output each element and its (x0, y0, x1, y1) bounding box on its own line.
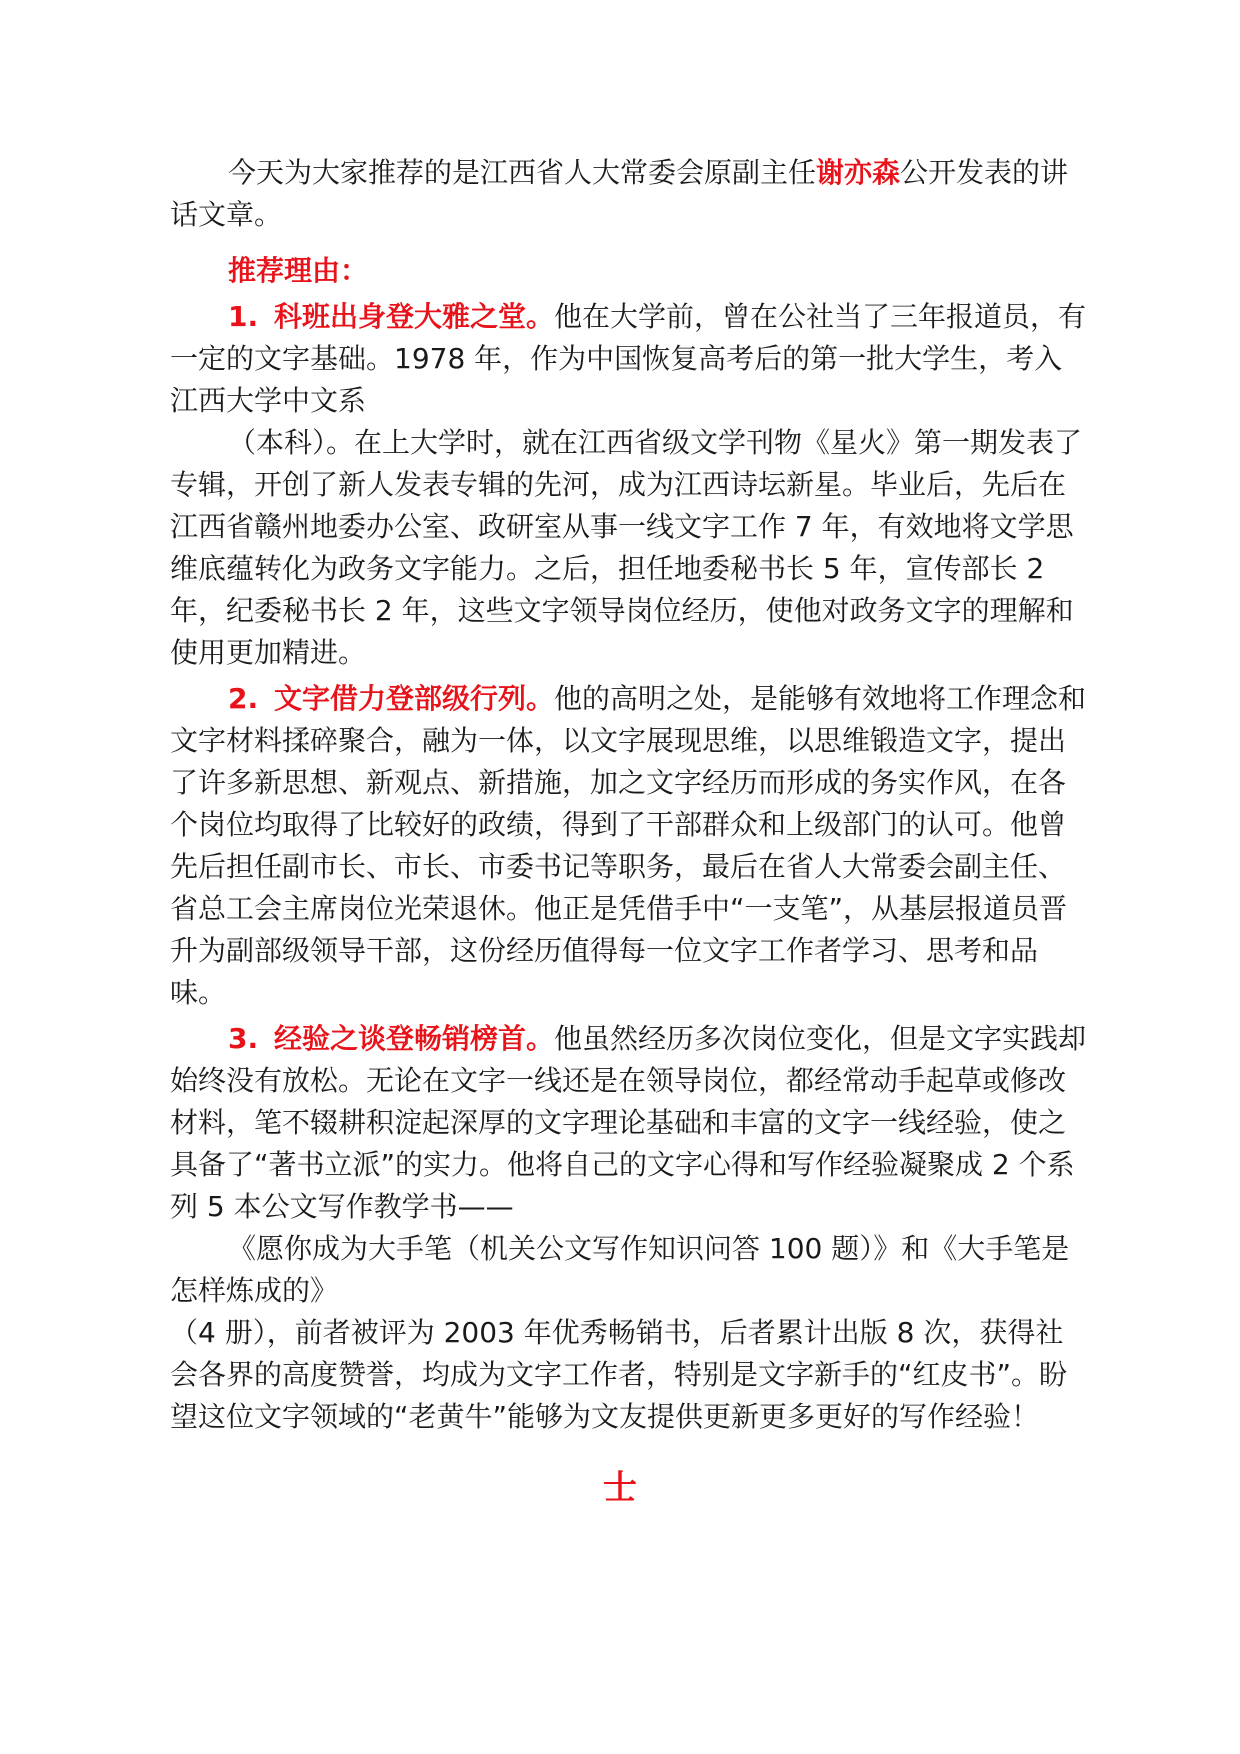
item-3-heading: 经验之谈登畅销榜首。 (274, 1022, 555, 1055)
intro-paragraph (170, 152, 1090, 236)
intro-prefix: 今天为大家推荐的是江西省人大常委会原副主任 (228, 156, 817, 189)
item-1-heading: 科班出身登大雅之堂。 (274, 300, 555, 333)
reason-item-2 (170, 678, 1090, 1014)
document-body (170, 152, 1090, 1438)
end-mark: 士 (603, 1468, 637, 1508)
highlighted-name: 谢亦森 (816, 156, 901, 189)
item-3-number: 3. (228, 1022, 259, 1055)
reasons-heading: 推荐理由： (228, 254, 369, 287)
intro-suffix: 公开发表的讲话文章。 (170, 156, 1069, 231)
reason-item-1 (170, 296, 1090, 422)
item-1-body-a: 他在大学前，曾在公社当了三年报道员，有一定的文字基础。1978 年，作为中国恢复高考后的第一批大学生，考入江西大学中文系 (170, 300, 1087, 417)
item-3-body-a: 他虽然经历多次岗位变化，但是文字实践却始终没有放松。无论在文字一线还是在领导岗位，都经常动手起草或修改材料，笔不辍耕积淀起深厚的文字理论基础和丰富的文字一线经验，使之具备了“著书立派”的实力。他将自己的文字心得和写作经验凝聚成 2 个系列 5 本公文写作教学书—— (170, 1022, 1087, 1223)
item-2-body: 他的高明之处，是能够有效地将工作理念和文字材料揉碎聚合，融为一体，以文字展现思维，以思维锻造文字，提出了许多新思想、新观点、新措施，加之文字经历而形成的务实作风，在各个岗位均取得了比较好的政绩，得到了干部群众和上级部门的认可。他曾先后担任副市长、市长、市委书记等职务，最后在省人大常委会副主任、省总工会主席岗位光荣退休。他正是凭借手中“一支笔”，从基层报道员晋升为副部级领导干部，这份经历值得每一位文字工作者学习、思考和品味。 (170, 682, 1087, 1009)
reason-item-3 (170, 1018, 1090, 1228)
item-1-continuation: （本科）。在上大学时，就在江西省级文学刊物《星火》第一期发表了专辑，开创了新人发表专辑的先河，成为江西诗坛新星。毕业后，先后在江西省赣州地委办公室、政研室从事一线文字工作 7 年，有效地将文学思维底蕴转化为政务文字能力。之后，担任地委秘书长 5 年，宣传部长 2 年，纪委秘书长 2 年，这些文字领导岗位经历，使他对政务文字的理解和使用更加精进。 (170, 426, 1083, 669)
item-3-continuation: （4 册），前者被评为 2003 年优秀畅销书，后者累计出版 8 次，获得社会各界的高度赞誉，均成为文字工作者，特别是文字新手的“红皮书”。盼望这位文字领域的“老黄牛”能够为文友提供更新更多更好的写作经验！ (170, 1316, 1068, 1433)
item-1-number: 1. (228, 300, 259, 333)
item-2-number: 2. (228, 682, 259, 715)
item-3-book-titles: 《愿你成为大手笔（机关公文写作知识问答 100 题）》和《大手笔是怎样炼成的》 (170, 1232, 1070, 1307)
item-2-heading: 文字借力登部级行列。 (274, 682, 555, 715)
